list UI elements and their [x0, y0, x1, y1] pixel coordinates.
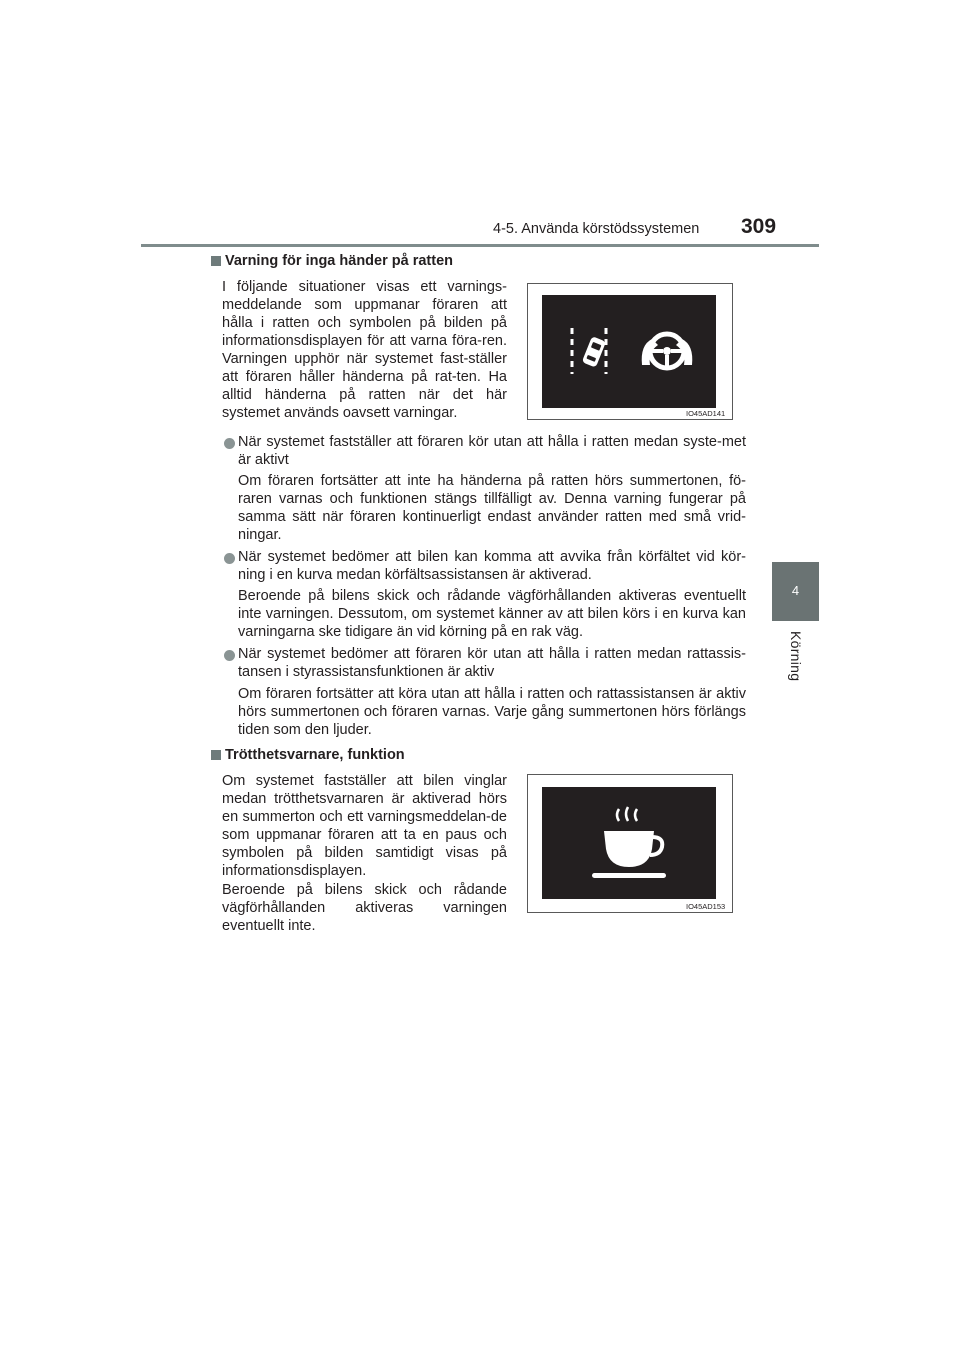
section-marker-icon	[211, 750, 221, 760]
bullet-body: Om föraren fortsätter att inte ha händerna på ratten hörs summertonen, fö-raren varnas och funktionen stängs tillfälligt av. Denna varning fungerar på samma sätt när föraren kontinuerligt endast använder ratten med små vrid-ningar.	[238, 473, 746, 543]
page-number: 309	[741, 215, 777, 238]
chapter-label: Körning	[788, 631, 804, 682]
lane-departure-icon	[572, 328, 606, 374]
section-title: Trötthetsvarnare, funktion	[225, 747, 405, 763]
section-marker-icon	[211, 256, 221, 266]
bullet-icon	[224, 553, 235, 564]
display-screen	[542, 295, 716, 408]
bullet-body: Om föraren fortsätter att köra utan att hålla i ratten och rattassistansen är aktiv hörs summertonen och föraren varnas. Varje gång summertonen hörs förlängs tiden som den ljuder.	[238, 686, 746, 738]
chapter-tab	[772, 562, 819, 621]
bullet-heading: När systemet bedömer att föraren kör utan att hålla i ratten medan rattassis-tansen i styrassistansfunktionen är aktiv	[238, 646, 746, 680]
intro-paragraph: I följande situationer visas ett varnings-meddelande som uppmanar föraren att hålla i ratten och symbolen på bilden på informationsdisplayen för att varna föra-ren. Varningen upphör när systemet fast-ställer att föraren håller händerna på rat-ten. Ha alltid händerna på ratten när det här systemet används oavsett varningar.	[222, 279, 507, 421]
chapter-number: 4	[791, 583, 800, 598]
figure-fatigue-display	[527, 774, 733, 913]
bullet-heading: När systemet fastställer att föraren kör utan att hålla i ratten medan syste-met är aktivt	[238, 434, 746, 468]
display-screen	[542, 787, 716, 899]
section-title: Varning för inga händer på ratten	[225, 253, 454, 269]
bullet-body: Beroende på bilens skick och rådande vägförhållanden aktiveras eventuellt inte varningen. Dessutom, om systemet känner av att bilen körs i en kurva kan varningarna ske tidigare än vid körning på en rak väg.	[238, 588, 746, 640]
coffee-cup-icon	[592, 807, 666, 878]
hands-on-wheel-icon	[642, 334, 693, 368]
header-divider	[141, 244, 819, 247]
figure-warning-display	[527, 283, 733, 420]
fatigue-note: Beroende på bilens skick och rådande vägförhållanden aktiveras varningen eventuellt inte.	[222, 882, 507, 934]
figure-code: IO45AD153	[686, 902, 726, 911]
fatigue-paragraph: Om systemet fastställer att bilen vinglar medan trötthetsvarnaren är aktiverad hörs en summerton och ett varningsmeddelan-de som uppmanar föraren att ta en paus och symbolen på bilden samtidigt visas på informationsdisplayen.	[222, 773, 507, 879]
bullet-icon	[224, 438, 235, 449]
bullet-heading: När systemet bedömer att bilen kan komma att avvika från körfältet vid kör-ning i en kurva medan körfältsassistansen är aktiverad.	[238, 549, 746, 583]
bullet-icon	[224, 650, 235, 661]
figure-code: IO45AD141	[686, 409, 726, 418]
section-header: 4-5. Använda körstödssystemen	[493, 221, 700, 237]
